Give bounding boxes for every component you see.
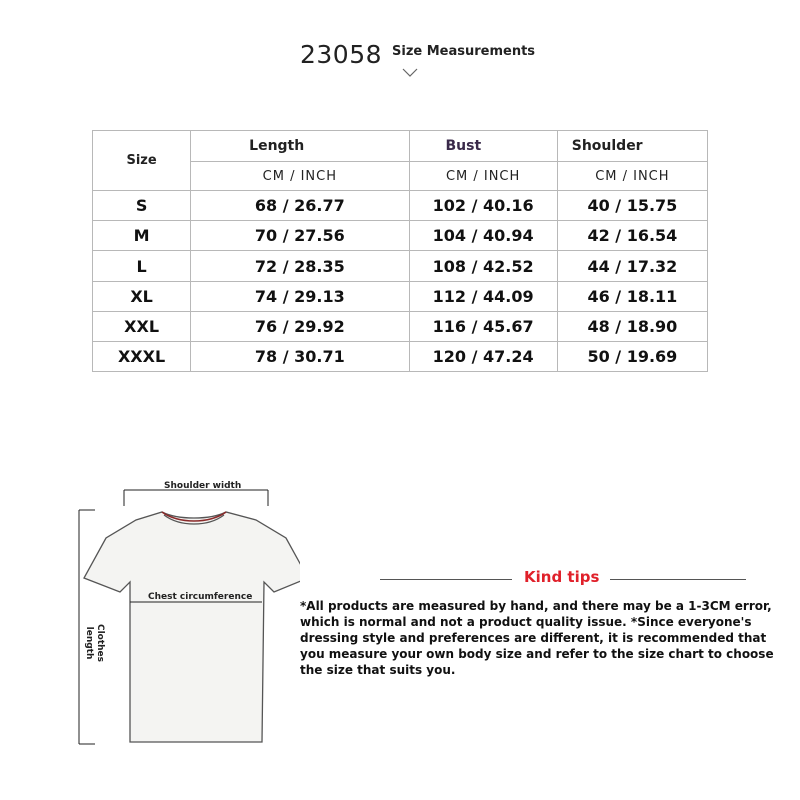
bust-cell: 104 / 40.94 — [409, 221, 557, 251]
bust-cell: 120 / 47.24 — [409, 341, 557, 371]
shoulder-cell: 46 / 18.11 — [557, 281, 707, 311]
length-cell: 68 / 26.77 — [191, 191, 409, 221]
shoulder-cell: 40 / 15.75 — [557, 191, 707, 221]
size-column-header: Size — [93, 131, 191, 191]
size-cell: XXXL — [93, 341, 191, 371]
shoulder-cell: 48 / 18.90 — [557, 311, 707, 341]
kind-tips-text: *All products are measured by hand, and there may be a 1-3CM error, which is normal and not a product quality issue. *Since everyone's dressing style and preferences are different, it is recommended that you measure your own body size and refer to the size chart to choose the size that suits you. — [300, 599, 774, 677]
length-column-header: Length — [191, 131, 409, 162]
shoulder-column-header: Shoulder — [557, 131, 707, 162]
table-row — [93, 251, 708, 281]
size-cell: M — [93, 221, 191, 251]
bust-cell: 116 / 45.67 — [409, 311, 557, 341]
chest-circumference-label: Chest circumference — [148, 592, 253, 602]
bust-unit-label: CM / INCH — [409, 162, 557, 191]
table-row — [93, 341, 708, 371]
length-cell: 78 / 30.71 — [191, 341, 409, 371]
bust-cell: 112 / 44.09 — [409, 281, 557, 311]
length-cell: 74 / 29.13 — [191, 281, 409, 311]
length-cell: 76 / 29.92 — [191, 311, 409, 341]
size-cell: XL — [93, 281, 191, 311]
divider — [380, 579, 512, 580]
tshirt-measurement-diagram — [50, 470, 300, 760]
size-chart-table — [92, 130, 708, 372]
table-row — [93, 281, 708, 311]
table-header-row — [93, 131, 708, 162]
kind-tips-title: Kind tips — [524, 568, 600, 586]
page-header — [0, 38, 800, 88]
product-code: 23058 — [300, 40, 383, 69]
clothes-length-label: Clothes length — [84, 623, 105, 663]
shoulder-width-label: Shoulder width — [164, 481, 242, 491]
bust-cell: 108 / 42.52 — [409, 251, 557, 281]
table-row — [93, 221, 708, 251]
shoulder-cell: 42 / 16.54 — [557, 221, 707, 251]
shoulder-unit-label: CM / INCH — [557, 162, 707, 191]
chevron-down-icon — [402, 68, 418, 78]
bust-cell: 102 / 40.16 — [409, 191, 557, 221]
length-cell: 72 / 28.35 — [191, 251, 409, 281]
table-row — [93, 191, 708, 221]
length-cell: 70 / 27.56 — [191, 221, 409, 251]
shoulder-cell: 44 / 17.32 — [557, 251, 707, 281]
table-row — [93, 311, 708, 341]
size-cell: S — [93, 191, 191, 221]
size-cell: XXL — [93, 311, 191, 341]
shoulder-cell: 50 / 19.69 — [557, 341, 707, 371]
size-cell: L — [93, 251, 191, 281]
divider — [610, 579, 746, 580]
length-unit-label: CM / INCH — [191, 162, 409, 191]
page-title: Size Measurements — [392, 44, 536, 59]
bust-column-header: Bust — [409, 131, 557, 162]
